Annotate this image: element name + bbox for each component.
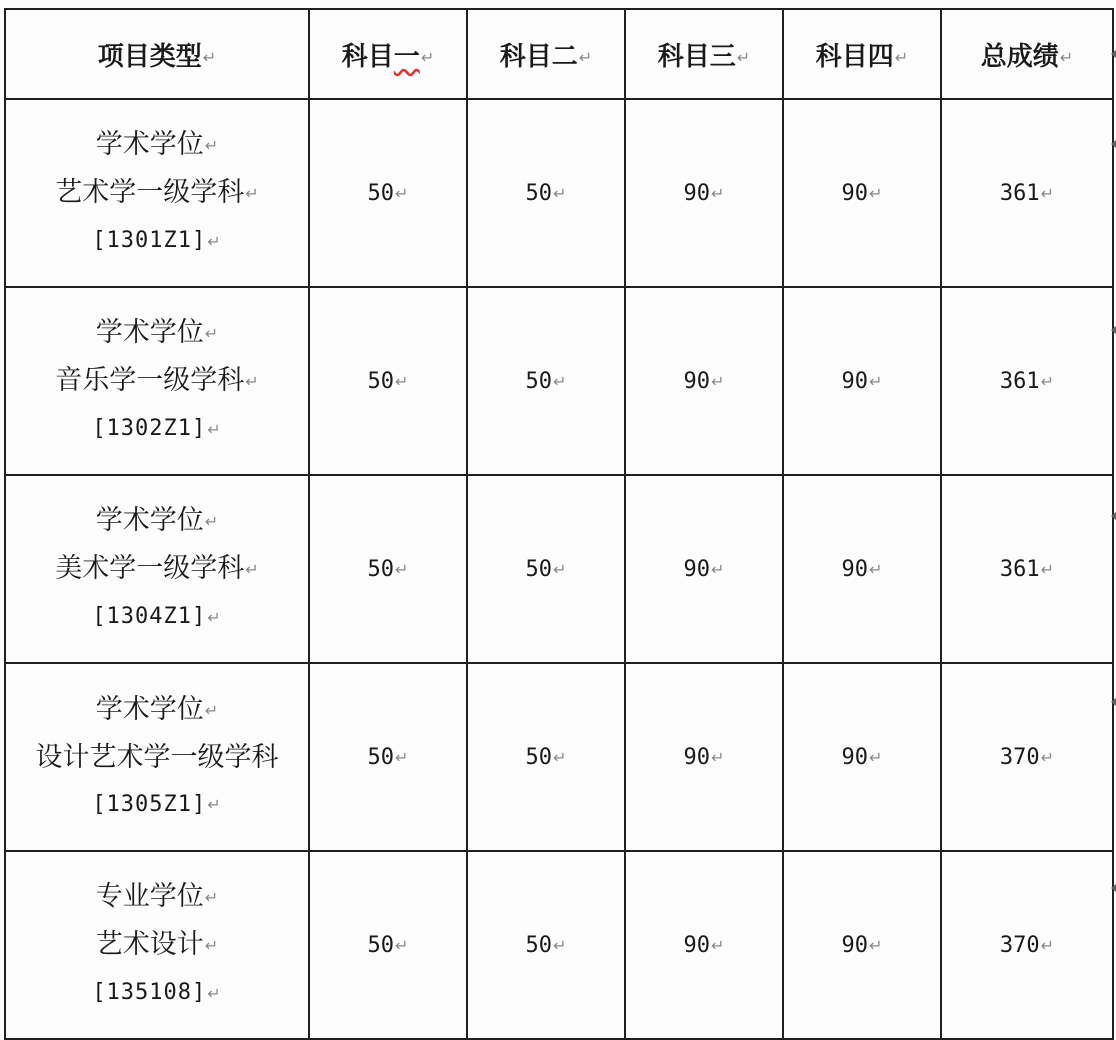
paragraph-mark-icon: ↵ <box>1059 47 1074 67</box>
score-subject-2: 50↵ <box>467 99 625 287</box>
paragraph-mark-icon: ↵ <box>204 888 219 908</box>
score-subject-4: 90↵ <box>783 663 941 851</box>
score-subject-3: 90↵ <box>625 663 783 851</box>
paragraph-mark-icon: ↵ <box>395 560 409 579</box>
paragraph-mark-icon: ↵ <box>207 983 222 1003</box>
paragraph-mark-icon: ↵ <box>869 936 883 955</box>
degree-type: 学术学位↵ <box>95 505 219 537</box>
table-row <box>5 851 1113 1039</box>
discipline-code: [1304Z1]↵ <box>92 604 222 630</box>
discipline-code: [1301Z1]↵ <box>92 228 222 254</box>
score-total: 361↵ <box>941 287 1113 475</box>
paragraph-mark-icon: ↵ <box>711 936 725 955</box>
paragraph-mark-icon: ↵ <box>204 512 219 532</box>
project-type-cell <box>5 287 309 475</box>
paragraph-mark-icon: ↵ <box>207 795 222 815</box>
paragraph-mark-icon: ↵ <box>1040 936 1055 955</box>
score-total: 361↵ <box>941 475 1113 663</box>
row-end-marker-icon <box>1111 140 1116 148</box>
header-subject-4: 科目四↵ <box>783 9 941 99</box>
paragraph-mark-icon: ↵ <box>207 607 222 627</box>
paragraph-mark-icon: ↵ <box>553 184 567 203</box>
score-total: 370↵ <box>941 663 1113 851</box>
paragraph-mark-icon: ↵ <box>202 47 217 67</box>
discipline-name: 设计艺术学一级学科 <box>35 741 279 773</box>
header-subject-2: 科目二↵ <box>467 9 625 99</box>
score-subject-1: 50↵ <box>309 475 467 663</box>
paragraph-mark-icon: ↵ <box>869 372 883 391</box>
paragraph-mark-icon: ↵ <box>894 47 909 67</box>
score-subject-3: 90↵ <box>625 851 783 1039</box>
row-end-marker-icon <box>1111 50 1116 58</box>
score-subject-4: 90↵ <box>783 287 941 475</box>
score-subject-3: 90↵ <box>625 475 783 663</box>
paragraph-mark-icon: ↵ <box>245 184 259 204</box>
discipline-name: 艺术学一级学科↵ <box>55 177 259 209</box>
paragraph-mark-icon: ↵ <box>204 324 219 344</box>
table-row <box>5 475 1113 663</box>
paragraph-mark-icon: ↵ <box>204 136 219 156</box>
paragraph-mark-icon: ↵ <box>207 231 222 251</box>
table-row <box>5 99 1113 287</box>
spellcheck-underline: 一 <box>393 41 420 72</box>
paragraph-mark-icon: ↵ <box>207 419 222 439</box>
paragraph-mark-icon: ↵ <box>204 700 219 720</box>
discipline-name: 音乐学一级学科↵ <box>55 365 259 397</box>
score-subject-2: 50↵ <box>467 851 625 1039</box>
table-row <box>5 287 1113 475</box>
discipline-code: [1305Z1]↵ <box>92 791 222 817</box>
score-subject-4: 90↵ <box>783 99 941 287</box>
discipline-name: 美术学一级学科↵ <box>55 553 259 585</box>
paragraph-mark-icon: ↵ <box>869 748 883 767</box>
row-end-marker-icon <box>1111 512 1116 520</box>
paragraph-mark-icon: ↵ <box>553 748 567 767</box>
paragraph-mark-icon: ↵ <box>395 184 409 203</box>
paragraph-mark-icon: ↵ <box>869 560 883 579</box>
paragraph-mark-icon: ↵ <box>395 748 409 767</box>
score-subject-2: 50↵ <box>467 663 625 851</box>
score-subject-1: 50↵ <box>309 663 467 851</box>
paragraph-mark-icon: ↵ <box>1040 372 1055 391</box>
score-subject-1: 50↵ <box>309 99 467 287</box>
degree-type: 学术学位↵ <box>95 317 219 349</box>
paragraph-mark-icon: ↵ <box>869 184 883 203</box>
score-subject-1: 50↵ <box>309 287 467 475</box>
score-subject-1: 50↵ <box>309 851 467 1039</box>
score-subject-2: 50↵ <box>467 287 625 475</box>
paragraph-mark-icon: ↵ <box>395 936 409 955</box>
paragraph-mark-icon: ↵ <box>245 560 259 580</box>
degree-type: 专业学位↵ <box>95 881 219 913</box>
paragraph-mark-icon: ↵ <box>204 936 219 956</box>
score-total: 361↵ <box>941 99 1113 287</box>
paragraph-mark-icon: ↵ <box>420 47 435 67</box>
project-type-cell <box>5 851 309 1039</box>
paragraph-mark-icon: ↵ <box>711 184 725 203</box>
score-total: 370↵ <box>941 851 1113 1039</box>
score-subject-3: 90↵ <box>625 99 783 287</box>
row-end-marker-icon <box>1111 326 1116 334</box>
score-subject-2: 50↵ <box>467 475 625 663</box>
score-subject-4: 90↵ <box>783 475 941 663</box>
paragraph-mark-icon: ↵ <box>578 47 593 67</box>
paragraph-mark-icon: ↵ <box>395 372 409 391</box>
header-subject-3: 科目三↵ <box>625 9 783 99</box>
discipline-name: 艺术设计↵ <box>95 929 219 961</box>
paragraph-mark-icon: ↵ <box>553 372 567 391</box>
paragraph-mark-icon: ↵ <box>1040 560 1055 579</box>
header-project-type: 项目类型↵ <box>5 9 309 99</box>
score-table <box>4 8 1114 1040</box>
table-row <box>5 663 1113 851</box>
row-end-marker-icon <box>1111 884 1116 892</box>
paragraph-mark-icon: ↵ <box>736 47 751 67</box>
row-end-marker-icon <box>1111 698 1116 706</box>
paragraph-mark-icon: ↵ <box>1040 184 1055 203</box>
discipline-code: [135108]↵ <box>92 980 222 1006</box>
paragraph-mark-icon: ↵ <box>553 560 567 579</box>
paragraph-mark-icon: ↵ <box>1040 748 1055 767</box>
degree-type: 学术学位↵ <box>95 693 219 725</box>
header-subject-1: 科目一↵ <box>309 9 467 99</box>
paragraph-mark-icon: ↵ <box>711 372 725 391</box>
paragraph-mark-icon: ↵ <box>553 936 567 955</box>
discipline-code: [1302Z1]↵ <box>92 416 222 442</box>
header-total-score: 总成绩↵ <box>941 9 1113 99</box>
paragraph-mark-icon: ↵ <box>711 748 725 767</box>
score-subject-4: 90↵ <box>783 851 941 1039</box>
paragraph-mark-icon: ↵ <box>711 560 725 579</box>
project-type-cell <box>5 99 309 287</box>
degree-type: 学术学位↵ <box>95 129 219 161</box>
score-subject-3: 90↵ <box>625 287 783 475</box>
project-type-cell <box>5 663 309 851</box>
header-row <box>5 9 1113 99</box>
project-type-cell <box>5 475 309 663</box>
paragraph-mark-icon: ↵ <box>245 372 259 392</box>
